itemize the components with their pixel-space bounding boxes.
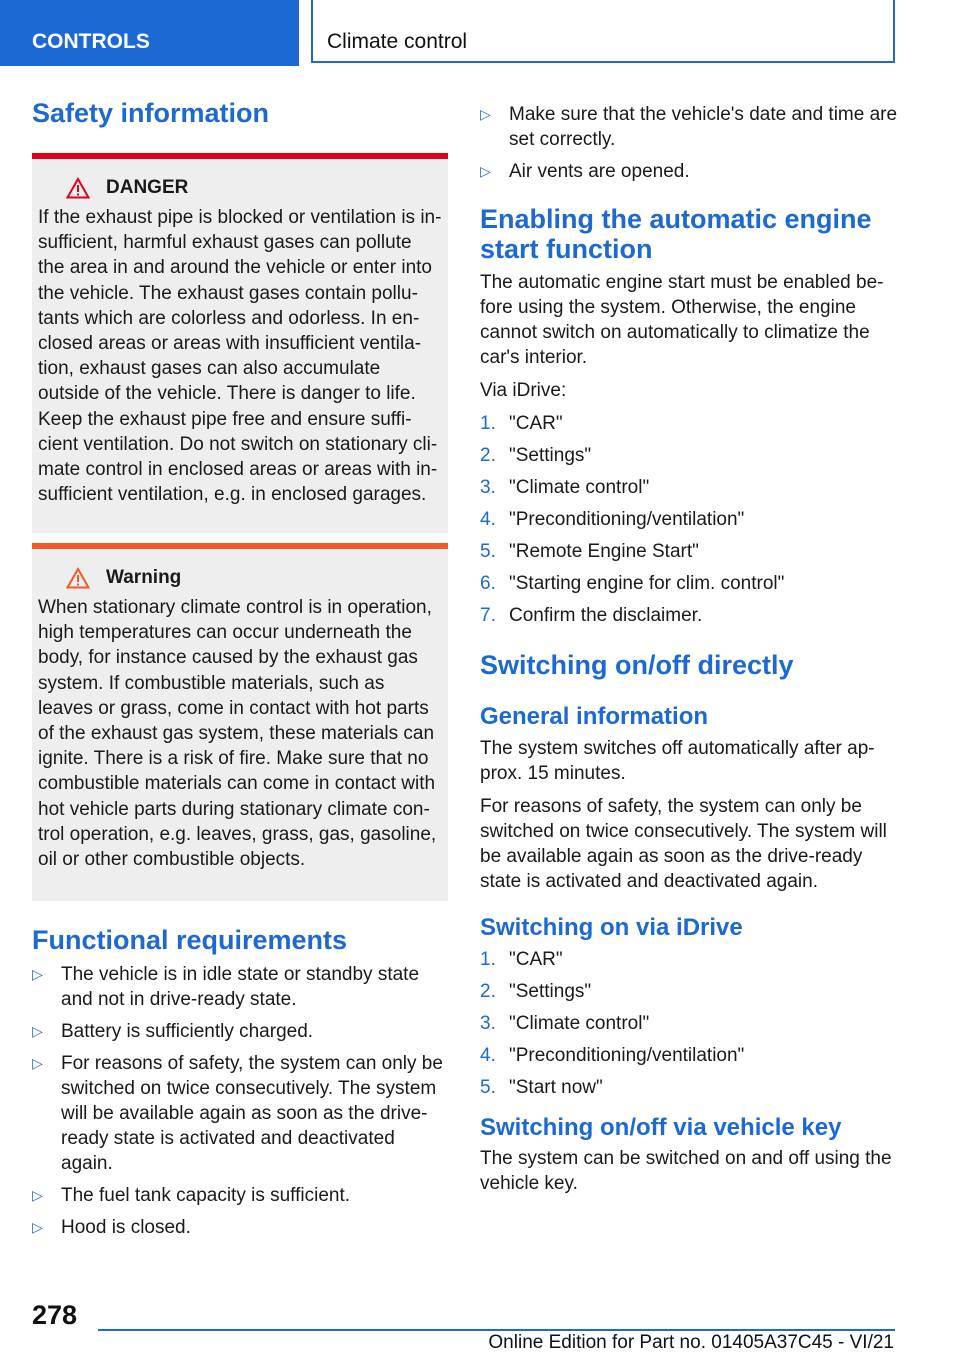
warning-notice [32, 543, 448, 901]
list-item: ▷ Battery is sufficiently charged. [32, 1021, 314, 1043]
list-item: ▷ The fuel tank capacity is sufficient. [32, 1185, 351, 1207]
vehicle-key-heading: Switching on/off via vehicle key [480, 1113, 842, 1141]
list-item: ▷ For reasons of safety, the system can only be switched on twice consecutively. The system will be available again as soon as the drive-ready state is activated and deactivated again. [32, 1053, 443, 1175]
step-item: 2. "Settings" [480, 980, 592, 1002]
list-item: ▷ The vehicle is in idle state or standby state and not in drive-ready state. [32, 964, 420, 1011]
general-info-text-2: For reasons of safety, the system can only be switched on twice consecutively. The system will be available again as soon as the drive-ready state is activated and deactivated again. [480, 795, 887, 892]
functional-list [32, 962, 448, 1240]
danger-header [66, 177, 442, 199]
step-item: 2. "Settings" [480, 445, 592, 466]
danger-label: DANGER [106, 177, 189, 199]
danger-notice [32, 153, 448, 533]
step-item: 3. "Climate control" [480, 477, 650, 498]
chapter-header [311, 0, 895, 63]
step-item: 1. "CAR" [480, 948, 563, 970]
switch-on-heading: Switching on via iDrive [480, 913, 743, 941]
triangle-bullet-icon: ▷ [480, 163, 491, 179]
list-item: ▷ Air vents are opened. [480, 161, 690, 182]
step-item: 4. "Preconditioning/ventilation" [480, 509, 745, 530]
functional-heading: Functional requirements [32, 925, 348, 956]
chapter-title: Climate control [327, 30, 468, 53]
triangle-bullet-icon: ▷ [32, 1023, 43, 1040]
list-item: ▷ Hood is closed. [32, 1217, 191, 1239]
warning-text: When stationary climate control is in operation, high temperatures can occur underneath the body, for instance caused by the exhaust gas system. If combustible materials, such as leaves or grass, come in contact with hot parts of the exhaust gas system, these materials can ignite. There is a risk of fire. Make sure that no combustible materials can come in contact with hot vehicle parts during stationary climate control operation, e.g. leaves, grass, gas, gasoline, oil or other combustible objects. [38, 597, 437, 871]
enable-steps [480, 411, 900, 628]
step-item: 5. "Start now" [480, 1076, 603, 1098]
step-item: 5. "Remote Engine Start" [480, 541, 699, 562]
enable-text: The automatic engine start must be enabled before using the system. Otherwise, the engine cannot switch on automatically to climatize the car's interior. [480, 272, 884, 368]
step-item: 3. "Climate control" [480, 1012, 650, 1034]
triangle-bullet-icon: ▷ [32, 1219, 43, 1236]
switch-on-steps [480, 947, 900, 1100]
warning-triangle-icon [66, 177, 90, 199]
general-info-text-1: The system switches off automatically after approx. 15 minutes. [480, 737, 875, 784]
triangle-bullet-icon: ▷ [32, 966, 43, 983]
safety-heading: Safety information [32, 98, 270, 128]
triangle-bullet-icon: ▷ [32, 1055, 43, 1072]
step-item: 6. "Starting engine for clim. control" [480, 573, 785, 594]
warning-label: Warning [106, 567, 182, 589]
danger-text: If the exhaust pipe is blocked or ventilation is insufficient, harmful exhaust gases can pollute the area in and around the vehicle or enter into the vehicle. The exhaust gases contain pollutants which are colorless and odorless. In enclosed areas or areas with insufficient ventilation, exhaust gases can also accumulate outside of the vehicle. There is danger to life. Keep the exhaust pipe free and ensure sufficient ventilation. Do not switch on stationary climate control in enclosed areas or areas with insufficient ventilation, e.g. in enclosed garages. [38, 207, 442, 506]
triangle-bullet-icon: ▷ [32, 1187, 43, 1204]
via-idrive-text: Via iDrive: [480, 380, 567, 401]
step-item: 7. Confirm the disclaimer. [480, 605, 703, 626]
step-item: 4. "Preconditioning/ventilation" [480, 1044, 745, 1066]
edition-text: Online Edition for Part no. 01405A37C45 - VI/21 [488, 1332, 894, 1353]
requirements-continued-list [480, 102, 900, 184]
switching-heading: Switching on/off directly [480, 650, 794, 680]
enable-heading: Enabling the automatic engine start function [480, 204, 872, 264]
section-tab [0, 0, 299, 66]
right-column [480, 102, 900, 1196]
warning-triangle-icon [66, 567, 90, 589]
list-item: ▷ Make sure that the vehicle's date and time are set correctly. [480, 104, 898, 150]
vehicle-key-text: The system can be switched on and off using the vehicle key. [480, 1148, 892, 1195]
step-item: 1. "CAR" [480, 413, 563, 434]
general-info-heading: General information [480, 703, 709, 731]
section-label: CONTROLS [32, 30, 150, 53]
footer-divider [98, 1329, 895, 1331]
warning-header [66, 567, 442, 589]
triangle-bullet-icon: ▷ [480, 106, 491, 122]
page-number: 278 [32, 1300, 78, 1330]
left-column [32, 98, 448, 1247]
